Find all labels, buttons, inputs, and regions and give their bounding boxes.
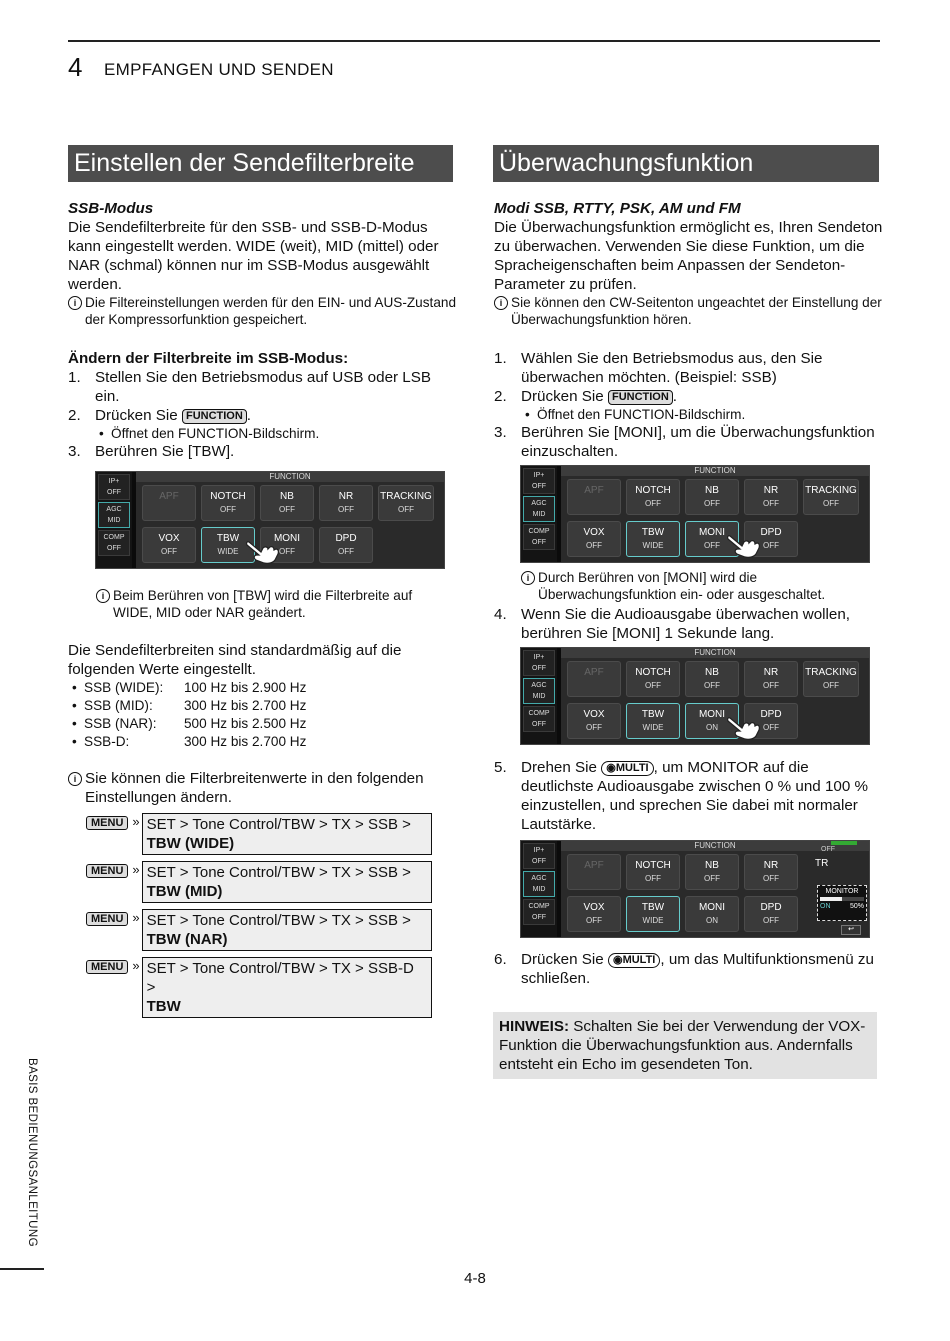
menu-key-icon: MENU [86, 816, 128, 830]
left-step-2-sub: • Öffnet den FUNCTION-Bildschirm. [99, 426, 320, 441]
function-panel [136, 472, 444, 568]
dpd-button[interactable]: DPD OFF [319, 527, 373, 563]
left-note-1: i Die Filtereinstellungen werden für den EIN- und AUS-Zustand der Kompressorfunktion gespeichert. [68, 294, 458, 328]
notch-button[interactable]: NOTCH OFF [626, 479, 680, 515]
right-column [494, 199, 884, 328]
right-intro: Die Überwachungsfunktion ermöglicht es, Ihren Sendeton zu überwachen. Verwenden Sie diese Funktion, um die Spracheigenschaften beim Anpassen der Sendeton-Parameter zu prüfen. [494, 219, 883, 293]
side-button[interactable]: IP+ OFF [523, 468, 555, 494]
vox-button[interactable]: VOX OFF [567, 703, 621, 739]
tracking-button[interactable]: TRACKING OFF [378, 485, 434, 521]
hinweis-label: HINWEIS: [499, 1018, 570, 1035]
vox-button[interactable]: VOX OFF [567, 521, 621, 557]
right-step-3: 3. Berühren Sie [MONI], um die Überwachungsfunktion einzuschalten. [494, 424, 875, 460]
screen-side-buttons [96, 472, 132, 568]
nr-button[interactable]: NR OFF [744, 661, 798, 697]
default-item: • SSB (MID): 300 Hz bis 2.700 Hz [72, 698, 307, 713]
menu-path-row: MENU » SET > Tone Control/TBW > TX > SSB > TBW (WIDE) [68, 813, 458, 855]
menu-path-row: MENU » SET > Tone Control/TBW > TX > SSB > TBW (MID) [68, 861, 458, 903]
side-button[interactable]: IP+ OFF [523, 843, 555, 869]
moni-button[interactable]: MONI OFF [685, 521, 739, 557]
side-button[interactable]: COMP OFF [523, 706, 555, 732]
right-step-2: 2. Drücken Sie FUNCTION . [494, 388, 678, 405]
menu-list [68, 813, 458, 1018]
nb-button[interactable]: NB OFF [685, 854, 739, 890]
touch-hand-icon [246, 538, 280, 564]
chapter-number: 4 [68, 52, 83, 82]
info-icon: i [96, 589, 110, 603]
function-screen-monitor-level [520, 840, 870, 938]
right-step-5: 5. Drehen Sie ◉MULTI , um MONITOR auf die deutlichste Audioausgabe zwischen 0 % und 100 % einzustellen, und sprechen Sie dabei mit normaler Lautstärke. [494, 759, 869, 833]
left-intro: Die Sendefilterbreite für den SSB- und SSB-D-Modus kann eingestellt werden. WIDE (weit), MID (mittel) oder NAR (schmal) können nur im SSB-Modus ausgewählt werden. [68, 219, 439, 293]
right-note-2: i Durch Berühren von [MONI] wird die Überwachungsfunktion ein- oder ausgeschaltet. [521, 569, 879, 603]
dpd-button[interactable]: DPD OFF [744, 896, 798, 932]
defaults-block [68, 641, 458, 751]
left-column [68, 199, 458, 328]
menu-path: SET > Tone Control/TBW > TX > SSB > TBW (WIDE) [142, 813, 432, 855]
hinweis-box [493, 1012, 877, 1079]
tracking-button[interactable]: TRACKING OFF [803, 479, 859, 515]
right-steps [494, 349, 884, 461]
info-icon: i [521, 571, 535, 585]
menu-key-icon: MENU [86, 864, 128, 878]
multi-knob-icon: ◉MULTI [601, 761, 653, 776]
right-step-6-block [494, 950, 884, 988]
screen-side-buttons [521, 841, 557, 937]
left-step-3: 3. Berühren Sie [TBW]. [68, 443, 235, 460]
right-step-4: 4. Wenn Sie die Audioausgabe überwachen wollen, berühren Sie [MONI] 1 Sekunde lang. [494, 606, 851, 642]
default-item: • SSB (WIDE): 100 Hz bis 2.900 Hz [72, 680, 307, 695]
side-button[interactable]: COMP OFF [523, 524, 555, 550]
menu-block [68, 769, 458, 1018]
tbw-button[interactable]: TBW WIDE [201, 527, 255, 563]
dpd-button[interactable]: DPD OFF [744, 703, 798, 739]
right-note-1: i Sie können den CW-Seitenton ungeachtet der Einstellung der Überwachungsfunktion hören. [494, 294, 884, 328]
left-note-2: i Beim Berühren von [TBW] wird die Filterbreite auf WIDE, MID oder NAR geändert. [96, 587, 446, 621]
off-fragment: OFF [821, 846, 835, 853]
function-panel [561, 466, 869, 562]
moni-button[interactable]: MONI ON [685, 703, 739, 739]
multi-knob-icon: ◉MULTI [608, 953, 660, 968]
function-title: FUNCTION [561, 841, 869, 851]
left-step-2: 2. Drücken Sie FUNCTION . [68, 407, 252, 424]
steps-heading: Ändern der Filterbreite im SSB-Modus: [68, 350, 349, 367]
tbw-button[interactable]: TBW WIDE [626, 896, 680, 932]
menu-path-row: MENU » SET > Tone Control/TBW > TX > SSB > TBW (NAR) [68, 909, 458, 951]
side-button[interactable]: IP+ OFF [523, 650, 555, 676]
dpd-button[interactable]: DPD OFF [744, 521, 798, 557]
side-button[interactable]: AGC MID [523, 678, 555, 704]
tbw-button[interactable]: TBW WIDE [626, 521, 680, 557]
screen-side-buttons [521, 648, 557, 744]
side-button[interactable]: COMP OFF [523, 899, 555, 925]
moni-button[interactable]: MONI ON [685, 896, 739, 932]
ssb-mode-heading: SSB-Modus [68, 200, 154, 217]
apf-button[interactable]: APF [567, 661, 621, 697]
monitor-mode-heading: Modi SSB, RTTY, PSK, AM und FM [494, 200, 741, 217]
function-title: FUNCTION [136, 472, 444, 482]
tbw-button[interactable]: TBW WIDE [626, 703, 680, 739]
notch-button[interactable]: NOTCH OFF [201, 485, 255, 521]
side-button[interactable]: AGC MID [98, 502, 130, 528]
right-step-6: 6. Drücken Sie ◉MULTI , um das Multifunktionsmenü zu schließen. [494, 951, 874, 987]
nb-button[interactable]: NB OFF [685, 661, 739, 697]
right-section-title: Überwachungsfunktion [493, 145, 879, 182]
level-indicator [831, 841, 857, 845]
nr-button[interactable]: NR OFF [319, 485, 373, 521]
monitor-level-box[interactable]: MONITOR ON 50% [817, 885, 867, 921]
info-icon: i [494, 296, 508, 310]
menu-key-icon: MENU [86, 912, 128, 926]
menu-path-row: MENU » SET > Tone Control/TBW > TX > SSB-D > TBW [68, 957, 458, 1018]
right-step-1: 1. Wählen Sie den Betriebsmodus aus, den Sie überwachen möchten. (Beispiel: SSB) [494, 350, 823, 386]
function-title: FUNCTION [561, 466, 869, 476]
monitor-level-bar [820, 897, 842, 901]
back-arrow-icon[interactable]: ↩ [841, 925, 861, 935]
moni-button[interactable]: MONI OFF [260, 527, 314, 563]
default-item: • SSB-D: 300 Hz bis 2.700 Hz [72, 734, 307, 749]
apf-button[interactable]: APF [567, 479, 621, 515]
notch-button[interactable]: NOTCH OFF [626, 854, 680, 890]
sidebar-label: BASIS BEDIENUNGSANLEITUNG [26, 1058, 38, 1247]
info-icon: i [68, 296, 82, 310]
function-panel [561, 648, 869, 744]
screen-side-buttons [521, 466, 557, 562]
vox-button[interactable]: VOX OFF [567, 896, 621, 932]
function-screen-tbw [95, 471, 445, 569]
apf-button[interactable]: APF [142, 485, 196, 521]
tracking-fragment: TR [815, 858, 829, 869]
left-section-title: Einstellen der Sendefilterbreite [68, 145, 453, 182]
menu-key-icon: MENU [86, 960, 128, 974]
function-key-icon: FUNCTION [608, 390, 673, 405]
side-button[interactable]: AGC MID [523, 496, 555, 522]
info-icon: i [68, 772, 82, 786]
chapter-title: EMPFANGEN UND SENDEN [104, 60, 334, 79]
nb-button[interactable]: NB OFF [685, 479, 739, 515]
apf-button[interactable]: APF [567, 854, 621, 890]
right-step-4-block [494, 605, 884, 643]
page-number: 4-8 [464, 1270, 486, 1287]
left-steps [68, 349, 458, 461]
function-screen-moni-hold [520, 647, 870, 745]
top-rule [68, 40, 880, 42]
right-step-5-block [494, 758, 884, 834]
defaults-list [68, 679, 458, 751]
tracking-button[interactable]: TRACKING OFF [803, 661, 859, 697]
touch-hand-icon [727, 532, 761, 558]
function-title: FUNCTION [561, 648, 869, 658]
menu-path: SET > Tone Control/TBW > TX > SSB > TBW (NAR) [142, 909, 432, 951]
side-button[interactable]: IP+ OFF [98, 474, 130, 500]
nr-button[interactable]: NR OFF [744, 854, 798, 890]
nr-button[interactable]: NR OFF [744, 479, 798, 515]
defaults-intro: Die Sendefilterbreiten sind standardmäßig auf die folgenden Werte eingestellt. [68, 642, 402, 678]
touch-hand-icon [727, 714, 761, 740]
vox-button[interactable]: VOX OFF [142, 527, 196, 563]
function-key-icon: FUNCTION [182, 409, 247, 424]
function-screen-moni-touch [520, 465, 870, 563]
side-button[interactable]: COMP OFF [98, 530, 130, 556]
menu-path: SET > Tone Control/TBW > TX > SSB > TBW (MID) [142, 861, 432, 903]
left-step-1: 1. Stellen Sie den Betriebsmodus auf USB oder LSB ein. [68, 369, 432, 405]
side-button[interactable]: AGC MID [523, 871, 555, 897]
notch-button[interactable]: NOTCH OFF [626, 661, 680, 697]
default-item: • SSB (NAR): 500 Hz bis 2.500 Hz [72, 716, 307, 731]
hinweis-text: Schalten Sie bei der Verwendung der VOX-Funktion die Überwachungsfunktion aus. Andernfalls entsteht ein Echo im gesendeten Ton. [499, 1018, 866, 1073]
menu-path: SET > Tone Control/TBW > TX > SSB-D > TBW [142, 957, 432, 1018]
nb-button[interactable]: NB OFF [260, 485, 314, 521]
right-step-2-sub: • Öffnet den FUNCTION-Bildschirm. [525, 407, 746, 422]
left-note-3: Sie können die Filterbreitenwerte in den folgenden Einstellungen ändern. [85, 770, 424, 806]
